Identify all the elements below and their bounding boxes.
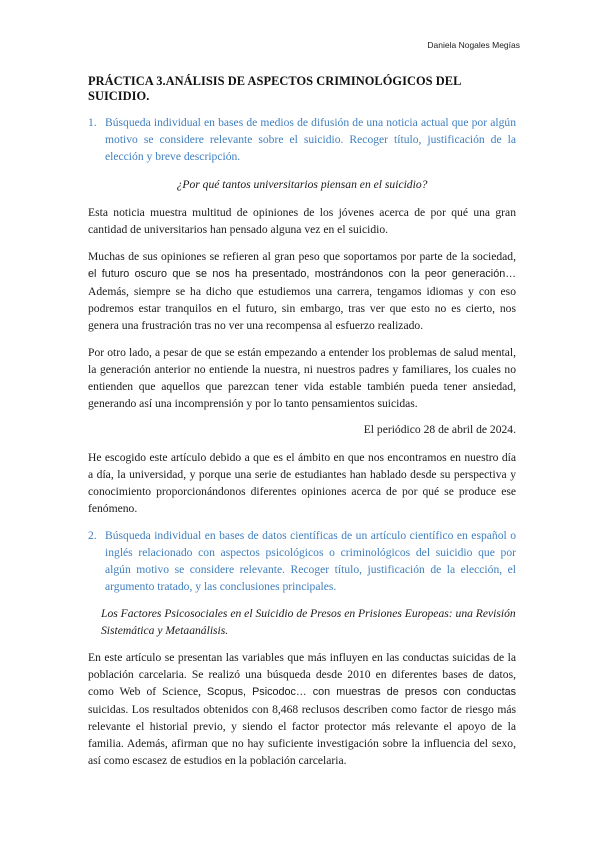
document-body — [88, 74, 516, 769]
question-2-text: Búsqueda individual en bases de datos científicas de un artículo científico en español o inglés relacionado con aspectos psicológicos o criminológicos del suicidio que por algún motivo se considere relevante. Recoger título, justificación de la elección, el argumento tratado, y las conclusiones principales. — [105, 529, 516, 593]
news-paragraph-2-part-a: Muchas de sus opiniones se refieren al gran peso que soportamos por parte de la sociedad, — [88, 250, 516, 263]
document-title: PRÁCTICA 3.ANÁLISIS DE ASPECTOS CRIMINOLÓGICOS DEL SUICIDIO. — [88, 74, 461, 103]
question-1 — [88, 114, 516, 165]
news-paragraph-1: Esta noticia muestra multitud de opiniones de los jóvenes acerca de por qué una gran cantidad de universitarios han pensado alguna vez en el suicidio. — [88, 206, 516, 236]
question-2 — [88, 527, 516, 595]
article-summary-part-a: En este artículo se presentan las variables que más influyen en las conductas suicidas de la población carcelaria. Se realizó una búsqueda desde 2010 en diferentes bases de datos, como Web of Science, — [88, 651, 516, 698]
article-summary — [88, 649, 516, 769]
news-source: El periódico 28 de abril de 2024. — [363, 423, 516, 436]
news-paragraph-3: Por otro lado, a pesar de que se están empezando a entender los problemas de salud mental, la generación anterior no entiende la nuestra, ni nuestros padres y familiares, los cuales no entienden que aquellos que parezcan tener vida estable también pueda tener ansiedad, generando así una incomprensión y por lo tanto pensamientos suicidas. — [88, 346, 516, 410]
news-paragraph-2-part-b: el futuro oscuro que se nos ha presentado, mostrándonos con la peor generación… — [88, 268, 516, 280]
news-paragraph-2-part-c: Además, siempre se ha dicho que estudiemos una carrera, tengamos idiomas y con eso podremos estar tranquilos en el futuro, sin embargo, tras ver que esto no es cierto, nos genera una frustración tras no ver una recompensa al esfuerzo realizado. — [88, 285, 516, 332]
article-title: Los Factores Psicosociales en el Suicidio de Presos en Prisiones Europeas: una Revisión Sistemática y Metaanálisis. — [101, 607, 516, 637]
news-paragraph-2 — [88, 248, 516, 334]
question-2-number: 2. — [88, 529, 97, 542]
article-summary-part-b: Scopus, Psicodoc… con muestras de presos con conductas — [207, 686, 516, 698]
justification-paragraph: He escogido este artículo debido a que es el ámbito en que nos encontramos en nuestro día a día, la universidad, y porque una serie de estudiantes han hablado desde su perspectiva y conocimiento proporcionándonos diferentes opiniones acerca de por qué se produce ese fenómeno. — [88, 451, 516, 515]
news-title: ¿Por qué tantos universitarios piensan en el suicidio? — [176, 178, 428, 191]
question-1-text: Búsqueda individual en bases de medios de difusión de una noticia actual que por algún motivo se considere relevante sobre el suicidio. Recoger título, justificación de la elección y breve descripción. — [105, 116, 516, 163]
article-summary-part-c: suicidas. Los resultados obtenidos con 8,468 reclusos describen como factor de riesgo más relevante el historial previo, y siendo el factor protector más relevante el apoyo de la familia. Además, afirman que no hay suficiente investigación sobre la influencia del sexo, así como escasez de estudios en la población carcelaria. — [88, 703, 516, 767]
author-name: Daniela Nogales Megías — [427, 40, 520, 50]
question-1-number: 1. — [88, 116, 97, 129]
